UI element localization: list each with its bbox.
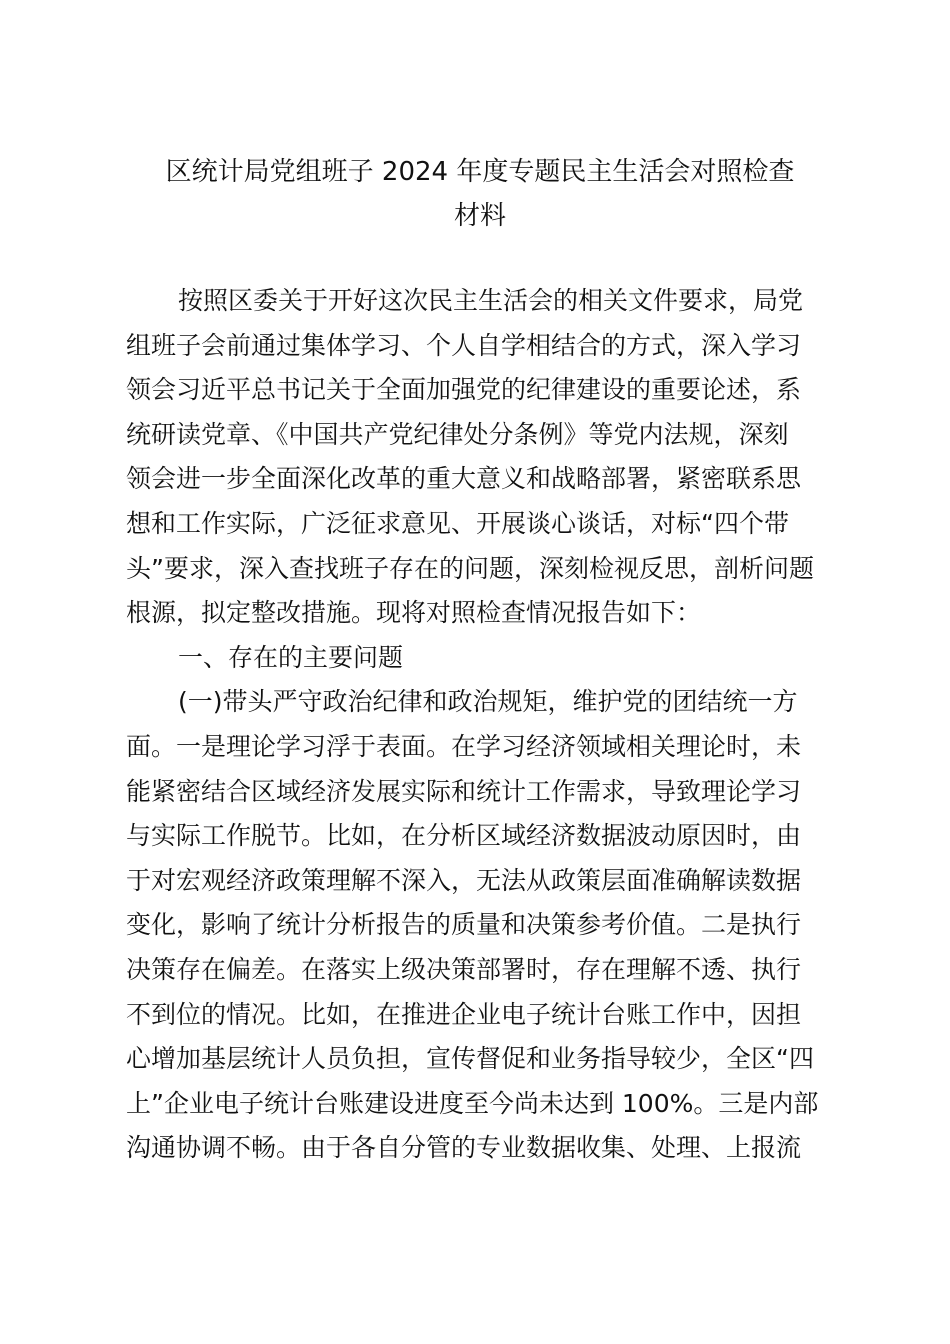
text-line: 与实际工作脱节。比如，在分析区域经济数据波动原因时，由	[126, 821, 802, 851]
document-body	[126, 279, 836, 1171]
title-line-1: 区统计局党组班子 2024 年度专题民主生活会对照检查	[165, 157, 795, 187]
text-line: 于对宏观经济政策理解不深入，无法从政策层面准确解读数据	[126, 865, 802, 895]
text-line: 想和工作实际，广泛征求意见、开展谈心谈话，对标“四个带	[126, 508, 789, 538]
intro-paragraph	[126, 279, 836, 636]
section-one-paragraph	[126, 680, 836, 1171]
text-line: 决策存在偏差。在落实上级决策部署时，存在理解不透、执行	[126, 954, 802, 984]
text-line: 沟通协调不畅。由于各自分管的专业数据收集、处理、上报流	[126, 1133, 802, 1163]
text-line: 按照区委关于开好这次民主生活会的相关文件要求，局党	[178, 286, 804, 315]
document-title	[100, 150, 860, 238]
text-line: 不到位的情况。比如，在推进企业电子统计台账工作中，因担	[126, 999, 802, 1029]
text-line: 根源，拟定整改措施。现将对照检查情况报告如下：	[126, 598, 702, 628]
text-line: 统研读党章、《中国共产党纪律处分条例》等党内法规，深刻	[126, 419, 789, 449]
text-line: 领会进一步全面深化改革的重大意义和战略部署，紧密联系思	[126, 464, 802, 494]
section-heading: 一、存在的主要问题	[178, 642, 404, 672]
text-line: (一)带头严守政治纪律和政治规矩，维护党的团结统一方	[178, 687, 798, 717]
text-line: 心增加基层统计人员负担，宣传督促和业务指导较少，全区“四	[126, 1044, 814, 1074]
text-line: 组班子会前通过集体学习、个人自学相结合的方式，深入学习	[126, 330, 802, 360]
text-line: 领会习近平总书记关于全面加强党的纪律建设的重要论述，系	[126, 375, 802, 405]
text-line: 变化，影响了统计分析报告的质量和决策参考价值。二是执行	[126, 910, 802, 940]
text-line: 面。一是理论学习浮于表面。在学习经济领域相关理论时，未	[126, 731, 802, 761]
text-line: 头”要求，深入查找班子存在的问题，深刻检视反思，剖析问题	[126, 553, 814, 583]
text-line: 能紧密结合区域经济发展实际和统计工作需求，导致理论学习	[126, 776, 802, 806]
title-line-2: 材料	[453, 201, 506, 231]
text-line: 上”企业电子统计台账建设进度至今尚未达到 100%。三是内部	[126, 1088, 819, 1118]
